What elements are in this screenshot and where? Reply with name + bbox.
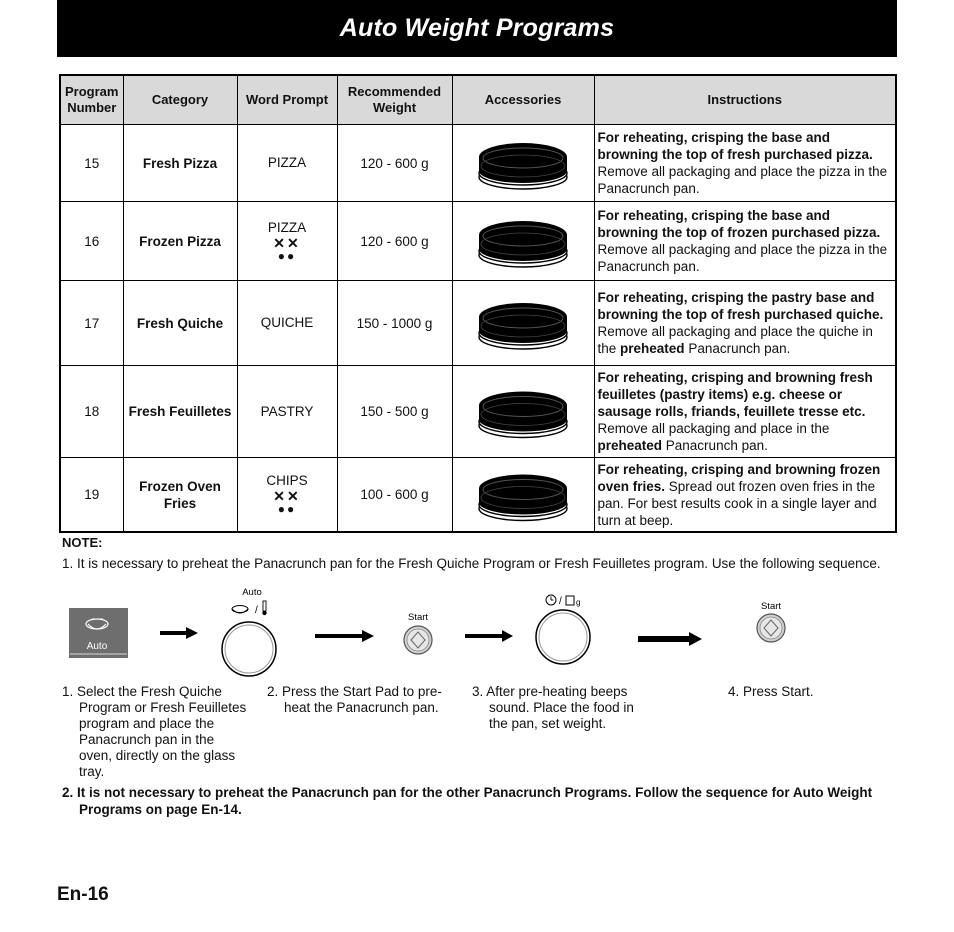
start2-label: Start xyxy=(760,601,782,612)
recommended-weight: 150 - 1000 g xyxy=(337,281,452,366)
frozen-symbol-icon: ✕✕ ●● xyxy=(273,234,301,263)
start1-label: Start xyxy=(407,612,429,623)
category: Fresh Quiche xyxy=(123,281,237,366)
arrow-icon xyxy=(315,630,374,642)
time-weight-dial xyxy=(536,595,590,664)
panacrunch-pan-icon xyxy=(473,202,573,280)
panacrunch-pan-icon xyxy=(473,125,573,201)
category: Frozen Oven Fries xyxy=(123,458,237,533)
table-row xyxy=(60,202,896,281)
header-word-prompt: Word Prompt xyxy=(237,75,337,125)
recommended-weight: 100 - 600 g xyxy=(337,458,452,533)
weight-icon xyxy=(566,596,574,605)
program-number: 16 xyxy=(60,202,123,281)
instructions: For reheating, crisping and browning frozen oven fries. Spread out frozen oven fries in the pan. For best results cook in a single layer and turn at beep. xyxy=(594,458,896,533)
instructions: For reheating, crisping the base and browning the top of fresh purchased pizza. Remove all packaging and place the pizza in the Panacrunch pan. xyxy=(594,125,896,202)
accessories xyxy=(452,281,594,366)
word-prompt: QUICHE xyxy=(237,281,337,366)
step-4-text: 4. Press Start. xyxy=(728,684,814,699)
category: Frozen Pizza xyxy=(123,202,237,281)
programs-table xyxy=(59,74,897,533)
category: Fresh Pizza xyxy=(123,125,237,202)
start-pad-2 xyxy=(757,601,785,642)
svg-text:/: / xyxy=(559,596,562,607)
table-row xyxy=(60,281,896,366)
frozen-symbol-icon: ✕✕ ●● xyxy=(273,488,301,516)
auto-weight-dial xyxy=(222,587,276,676)
arrow-icon xyxy=(638,632,702,646)
title-bar xyxy=(57,0,897,57)
accessories xyxy=(452,125,594,202)
program-number: 17 xyxy=(60,281,123,366)
table-row xyxy=(60,366,896,458)
start-pad-1 xyxy=(404,612,432,654)
panacrunch-pan-icon xyxy=(473,366,573,457)
accessories xyxy=(452,458,594,533)
step-3-text: 3. After pre-heating beeps sound. Place the food in the pan, set weight. xyxy=(472,684,634,731)
program-number: 18 xyxy=(60,366,123,458)
program-number: 19 xyxy=(60,458,123,533)
header-category: Category xyxy=(123,75,237,125)
header-recommended-weight: Recommended Weight xyxy=(337,75,452,125)
word-prompt: PIZZA ✕✕ ●● xyxy=(237,202,337,281)
recommended-weight: 120 - 600 g xyxy=(337,125,452,202)
header-accessories: Accessories xyxy=(452,75,594,125)
instructions: For reheating, crisping the pastry base and browning the top of fresh purchased quiche. Remove all packaging and place the quiche in the preheated Panacrunch pan. xyxy=(594,281,896,366)
sequence-diagram xyxy=(0,580,954,680)
word-prompt: PASTRY xyxy=(237,366,337,458)
auto-button xyxy=(69,608,128,658)
note-item-2: 2. It is not necessary to preheat the Panacrunch pan for the other Panacrunch Programs. Follow the sequence for Auto Weight Programs on page En-14. xyxy=(62,785,873,817)
dial1-label: Auto xyxy=(242,587,262,598)
panacrunch-pan-icon xyxy=(473,281,573,365)
instructions: For reheating, crisping the base and browning the top of frozen purchased pizza. Remove all packaging and place the pizza in the Panacrunch pan. xyxy=(594,202,896,281)
table-row xyxy=(60,125,896,202)
header-program-number: Program Number xyxy=(60,75,123,125)
table-header-row xyxy=(60,75,896,125)
header-instructions: Instructions xyxy=(594,75,896,125)
accessories xyxy=(452,202,594,281)
step-1-text: 1. Select the Fresh Quiche Program or Fresh Feuilletes program and place the Panacrunch pan in the oven, directly on the glass tray. xyxy=(62,684,247,779)
note-item-1: 1. It is necessary to preheat the Panacrunch pan for the Fresh Quiche Program or Fresh Feuilletes program. Use the following sequence. xyxy=(62,556,881,571)
word-prompt: CHIPS ✕✕ ●● xyxy=(237,458,337,533)
recommended-weight: 150 - 500 g xyxy=(337,366,452,458)
word-prompt: PIZZA xyxy=(237,125,337,202)
page-title: Auto Weight Programs xyxy=(339,14,615,42)
panacrunch-pan-icon xyxy=(473,458,573,531)
thermometer-icon xyxy=(263,601,266,611)
arrow-icon xyxy=(465,630,513,642)
step-2-text: 2. Press the Start Pad to pre-heat the Panacrunch pan. xyxy=(267,684,442,715)
arrow-icon xyxy=(160,627,198,639)
page-number: En-16 xyxy=(57,884,109,905)
instructions: For reheating, crisping and browning fresh feuilletes (pastry items) e.g. cheese or sausage rolls, friands, feuillete tresse etc. Remove all packaging and place in the preheated Panacrunch pan. xyxy=(594,366,896,458)
recommended-weight: 120 - 600 g xyxy=(337,202,452,281)
program-number: 15 xyxy=(60,125,123,202)
category: Fresh Feuilletes xyxy=(123,366,237,458)
svg-text:/: / xyxy=(255,605,258,616)
auto-button-label: Auto xyxy=(86,641,108,652)
note-label: NOTE: xyxy=(62,535,103,550)
accessories xyxy=(452,366,594,458)
svg-text:g: g xyxy=(576,598,581,607)
table-row xyxy=(60,458,896,533)
